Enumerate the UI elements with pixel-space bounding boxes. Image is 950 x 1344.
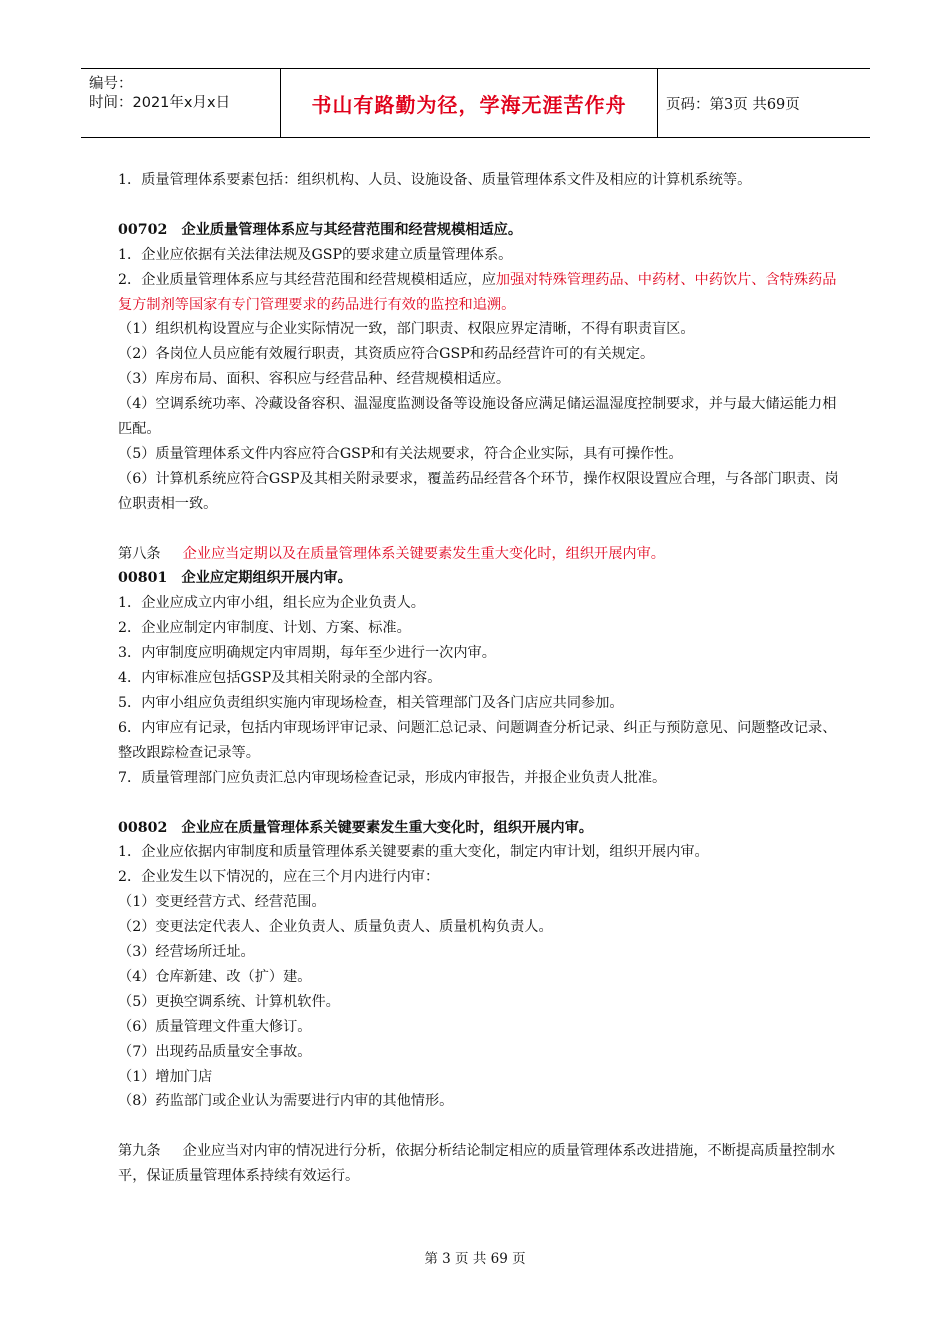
document-body	[118, 168, 844, 1189]
list-item: （5）更换空调系统、计算机软件。	[118, 993, 340, 1010]
list-item: 7．质量管理部门应负责汇总内审现场检查记录，形成内审报告，并报企业负责人批准。	[118, 769, 667, 786]
list-item-text: 2．企业质量管理体系应与其经营范围和经营规模相适应，应	[118, 271, 496, 288]
page-header	[81, 68, 870, 138]
paragraph-intro-item: 1．质量管理体系要素包括：组织机构、人员、设施设备、质量管理体系文件及相应的计算机系统等。	[118, 172, 752, 188]
article-label: 第九条	[118, 1143, 161, 1160]
document-date: 时间：2021年x月x日	[89, 95, 231, 111]
article-text: 企业应当定期以及在质量管理体系关键要素发生重大变化时，组织开展内审。	[182, 545, 665, 562]
section-heading-00802: 00802 企业应在质量管理体系关键要素发生重大变化时，组织开展内审。	[118, 819, 593, 836]
page-footer: 第 3 页 共 69 页	[424, 1251, 526, 1267]
highlighted-text: 加强对特殊管理药品、中药材、中药饮片、含特殊药品复方制剂等国家有专门管理要求的药品进行有效的监控和追溯。	[118, 271, 837, 313]
document-number-label: 编号：	[89, 76, 133, 92]
article-text: 企业应当对内审的情况进行分析，依据分析结论制定相应的质量管理体系改进措施，不断提高质量控制水平，保证质量管理体系持续有效运行。	[118, 1143, 836, 1185]
section-heading-00702: 00702 企业质量管理体系应与其经营范围和经营规模相适应。	[118, 221, 523, 238]
header-page-info: 页码：第3页 共69页	[666, 96, 800, 113]
list-item: （4）空调系统功率、冷藏设备容积、温湿度监测设备等设施设备应满足储运温湿度控制要求，并与最大储运能力相匹配。	[118, 396, 837, 438]
list-item: （1）组织机构设置应与企业实际情况一致，部门职责、权限应界定清晰，不得有职责盲区。	[118, 321, 695, 338]
list-item: 2．企业发生以下情况的，应在三个月内进行内审：	[118, 869, 440, 886]
list-item: （2）变更法定代表人、企业负责人、质量负责人、质量机构负责人。	[118, 919, 553, 936]
list-item	[118, 268, 844, 318]
list-item: （8）药监部门或企业认为需要进行内审的其他情形。	[118, 1093, 454, 1110]
list-item: （7）出现药品质量安全事故。	[118, 1043, 312, 1060]
article-label: 第八条	[118, 545, 161, 562]
list-item: （3）经营场所迁址。	[118, 944, 255, 961]
list-item: （2）各岗位人员应能有效履行职责，其资质应符合GSP和药品经营许可的有关规定。	[118, 346, 655, 363]
section-heading-00801: 00801 企业应定期组织开展内审。	[118, 570, 352, 587]
article-9	[118, 1139, 844, 1189]
header-meta	[81, 69, 281, 137]
list-item: 6．内审应有记录，包括内审现场评审记录、问题汇总记录、问题调查分析记录、纠正与预防意见、问题整改记录、整改跟踪检查记录等。	[118, 719, 837, 761]
list-item: 2．企业应制定内审制度、计划、方案、标准。	[118, 620, 411, 637]
list-item: 1．企业应成立内审小组，组长应为企业负责人。	[118, 595, 425, 612]
article-8	[118, 542, 844, 567]
list-item: （6）计算机系统应符合GSP及其相关附录要求，覆盖药品经营各个环节，操作权限设置应合理，与各部门职责、岗位职责相一致。	[118, 470, 839, 512]
list-item: （1）变更经营方式、经营范围。	[118, 894, 326, 911]
header-motto-cell	[281, 69, 658, 137]
list-item: 1．企业应依据内审制度和质量管理体系关键要素的重大变化，制定内审计划，组织开展内审。	[118, 844, 709, 861]
list-item: 5．内审小组应负责组织实施内审现场检查，相关管理部门及各门店应共同参加。	[118, 695, 624, 711]
list-item: （5）质量管理体系文件内容应符合GSP和有关法规要求，符合企业实际，具有可操作性。	[118, 445, 683, 462]
header-motto: 书山有路勤为径，学海无涯苦作舟	[311, 92, 627, 117]
list-item: 1．企业应依据有关法律法规及GSP的要求建立质量管理体系。	[118, 246, 513, 263]
list-item: （3）库房布局、面积、容积应与经营品种、经营规模相适应。	[118, 371, 511, 388]
list-item: 4．内审标准应包括GSP及其相关附录的全部内容。	[118, 670, 442, 687]
list-item: （6）质量管理文件重大修订。	[118, 1018, 312, 1035]
list-item: （4）仓库新建、改（扩）建。	[118, 968, 312, 985]
list-item: 3．内审制度应明确规定内审周期，每年至少进行一次内审。	[118, 645, 496, 662]
list-item: （1）增加门店	[118, 1068, 213, 1085]
